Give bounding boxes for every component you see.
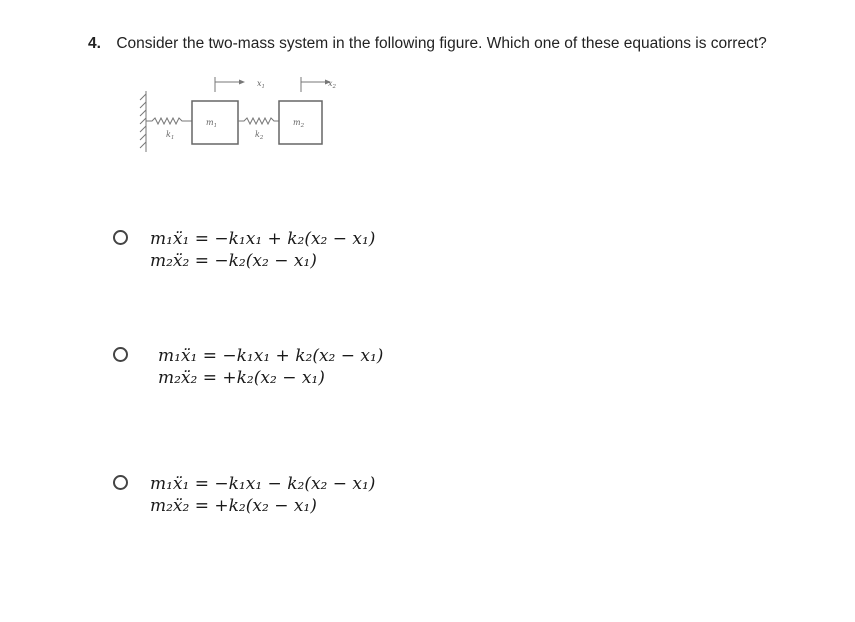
equation-line-1: m₁ẍ₁ = −k₁x₁ − k₂(x₂ − x₁) <box>150 474 376 494</box>
answer-option-1[interactable] <box>113 228 375 272</box>
equations-option-3 <box>150 473 375 517</box>
equation-line-2: m₂ẍ₂ = +k₂(x₂ − x₁) <box>150 496 317 516</box>
question-text: Consider the two-mass system in the following figure. Which one of these equations is correct? <box>116 35 767 52</box>
label-m1: $m_1$ <box>206 118 218 129</box>
label-x1: $x_1$ <box>257 79 266 90</box>
answer-option-2[interactable] <box>113 345 383 389</box>
spring-k2 <box>238 118 279 124</box>
radio-button-option-1[interactable] <box>113 230 128 245</box>
equation-line-2: m₂ẍ₂ = −k₂(x₂ − x₁) <box>150 251 317 271</box>
two-mass-system-figure <box>136 74 336 154</box>
two-mass-diagram <box>136 74 336 154</box>
x1-arrow <box>215 77 245 92</box>
label-m2: $m_2$ <box>293 118 305 129</box>
question-number: 4. <box>88 35 101 52</box>
spring-k1 <box>146 118 192 124</box>
label-x2: $x_2$ <box>327 79 336 90</box>
equation-line-2: m₂ẍ₂ = +k₂(x₂ − x₁) <box>158 368 325 388</box>
equation-line-1: m₁ẍ₁ = −k₁x₁ + k₂(x₂ − x₁) <box>158 346 384 366</box>
answer-option-3[interactable] <box>113 473 375 517</box>
radio-button-option-3[interactable] <box>113 475 128 490</box>
x2-arrow <box>301 77 331 92</box>
wall <box>140 91 146 152</box>
equation-line-1: m₁ẍ₁ = −k₁x₁ + k₂(x₂ − x₁) <box>150 229 376 249</box>
label-k1: $k_1$ <box>166 130 175 141</box>
question-header <box>88 34 828 54</box>
equations-option-2 <box>158 345 383 389</box>
equations-option-1 <box>150 228 375 272</box>
radio-button-option-2[interactable] <box>113 347 128 362</box>
label-k2: $k_2$ <box>255 130 264 141</box>
